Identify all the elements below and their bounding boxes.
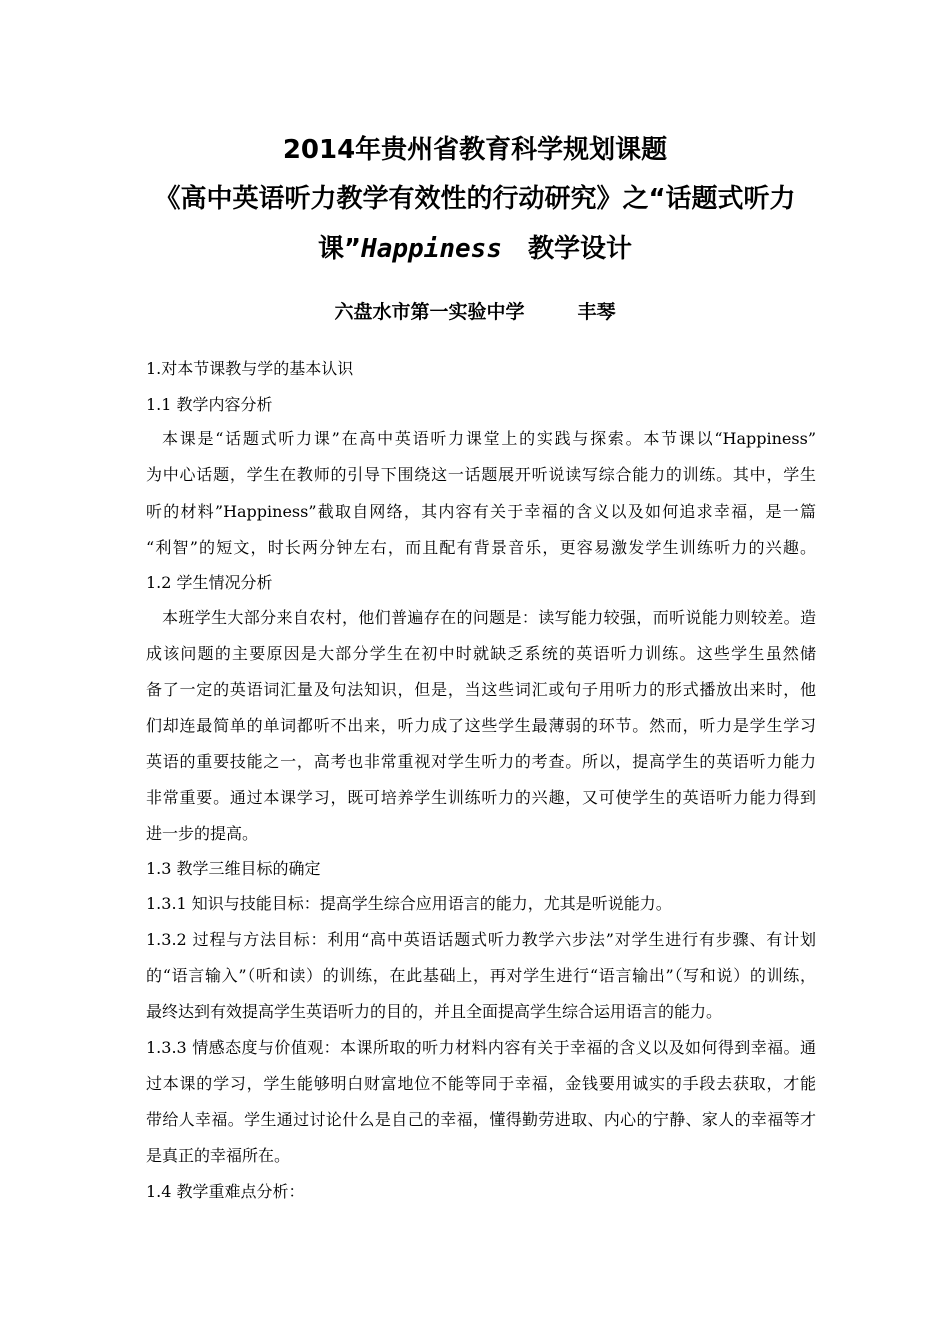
title-line-1: 2014年贵州省教育科学规划课题 <box>282 135 668 165</box>
paragraph-line: 成该问题的主要原因是大部分学生在初中时就缺乏系统的英语听力训练。这些学生虽然储 <box>146 644 816 663</box>
paragraph-line: 是真正的幸福所在。 <box>146 1146 291 1165</box>
title-english-word: Happiness <box>361 234 502 264</box>
paragraph-line: “利智”的短文，时长两分钟左右，而且配有背景音乐，更容易激发学生训练听力的兴趣。 <box>146 538 816 557</box>
title-line-3 <box>0 233 950 265</box>
section-heading-1-3: 1.3 教学三维目标的确定 <box>146 859 321 878</box>
title-line-2: 《高中英语听力教学有效性的行动研究》之“话题式听力 <box>154 184 796 214</box>
paragraph-line: 1.3.2 过程与方法目标：利用“高中英语话题式听力教学六步法”对学生进行有步骤、有计划 <box>146 930 816 949</box>
paragraph-line: 过本课的学习，学生能够明白财富地位不能等同于幸福，金钱要用诚实的手段去获取，才能 <box>146 1074 816 1093</box>
paragraph-line: 们却连最简单的单词都听不出来，听力成了这些学生最薄弱的环节。然而，听力是学生学习 <box>146 716 816 735</box>
paragraph-line: 最终达到有效提高学生英语听力的目的，并且全面提高学生综合运用语言的能力。 <box>146 1002 723 1021</box>
paragraph-line: 备了一定的英语词汇量及句法知识，但是，当这些词汇或句子用听力的形式播放出来时，他 <box>146 680 816 699</box>
author-line: 六盘水市第一实验中学 丰琴 <box>334 301 616 323</box>
section-heading-1-4: 1.4 教学重难点分析： <box>146 1182 305 1201</box>
title-line-3-b: 教学设计 <box>527 234 632 264</box>
paragraph-line: 的“语言输入”（听和读）的训练，在此基础上，再对学生进行“语言输出”（写和说）的训练， <box>146 966 816 985</box>
paragraph-line: 1.3.3 情感态度与价值观：本课所取的听力材料内容有关于幸福的含义以及如何得到幸福。通 <box>146 1038 816 1057</box>
paragraph-line: 听的材料”Happiness”截取自网络，其内容有关于幸福的含义以及如何追求幸福，是一篇 <box>146 502 816 521</box>
paragraph-line: 非常重要。通过本课学习，既可培养学生训练听力的兴趣，又可使学生的英语听力能力得到 <box>146 788 816 807</box>
paragraph-line: 进一步的提高。 <box>146 824 259 843</box>
section-heading-1-1: 1.1 教学内容分析 <box>146 395 273 414</box>
section-heading-1: 1.对本节课教与学的基本认识 <box>146 359 354 378</box>
paragraph-line: 带给人幸福。学生通过讨论什么是自己的幸福，懂得勤劳进取、内心的宁静、家人的幸福等才 <box>146 1110 816 1129</box>
paragraph-line: 1.3.1 知识与技能目标：提高学生综合应用语言的能力，尤其是听说能力。 <box>146 894 672 913</box>
paragraph-line: 英语的重要技能之一，高考也非常重视对学生听力的考查。所以，提高学生的英语听力能力 <box>146 752 816 771</box>
paragraph-line: 本班学生大部分来自农村，他们普遍存在的问题是：读写能力较强，而听说能力则较差。造 <box>162 608 816 627</box>
paragraph-line: 本课是“话题式听力课”在高中英语听力课堂上的实践与探索。本节课以“Happiness” <box>162 429 816 448</box>
section-heading-1-2: 1.2 学生情况分析 <box>146 573 273 592</box>
paragraph-line: 为中心话题，学生在教师的引导下围绕这一话题展开听说读写综合能力的训练。其中，学生 <box>146 465 816 484</box>
title-line-3-a: 课” <box>318 234 362 264</box>
